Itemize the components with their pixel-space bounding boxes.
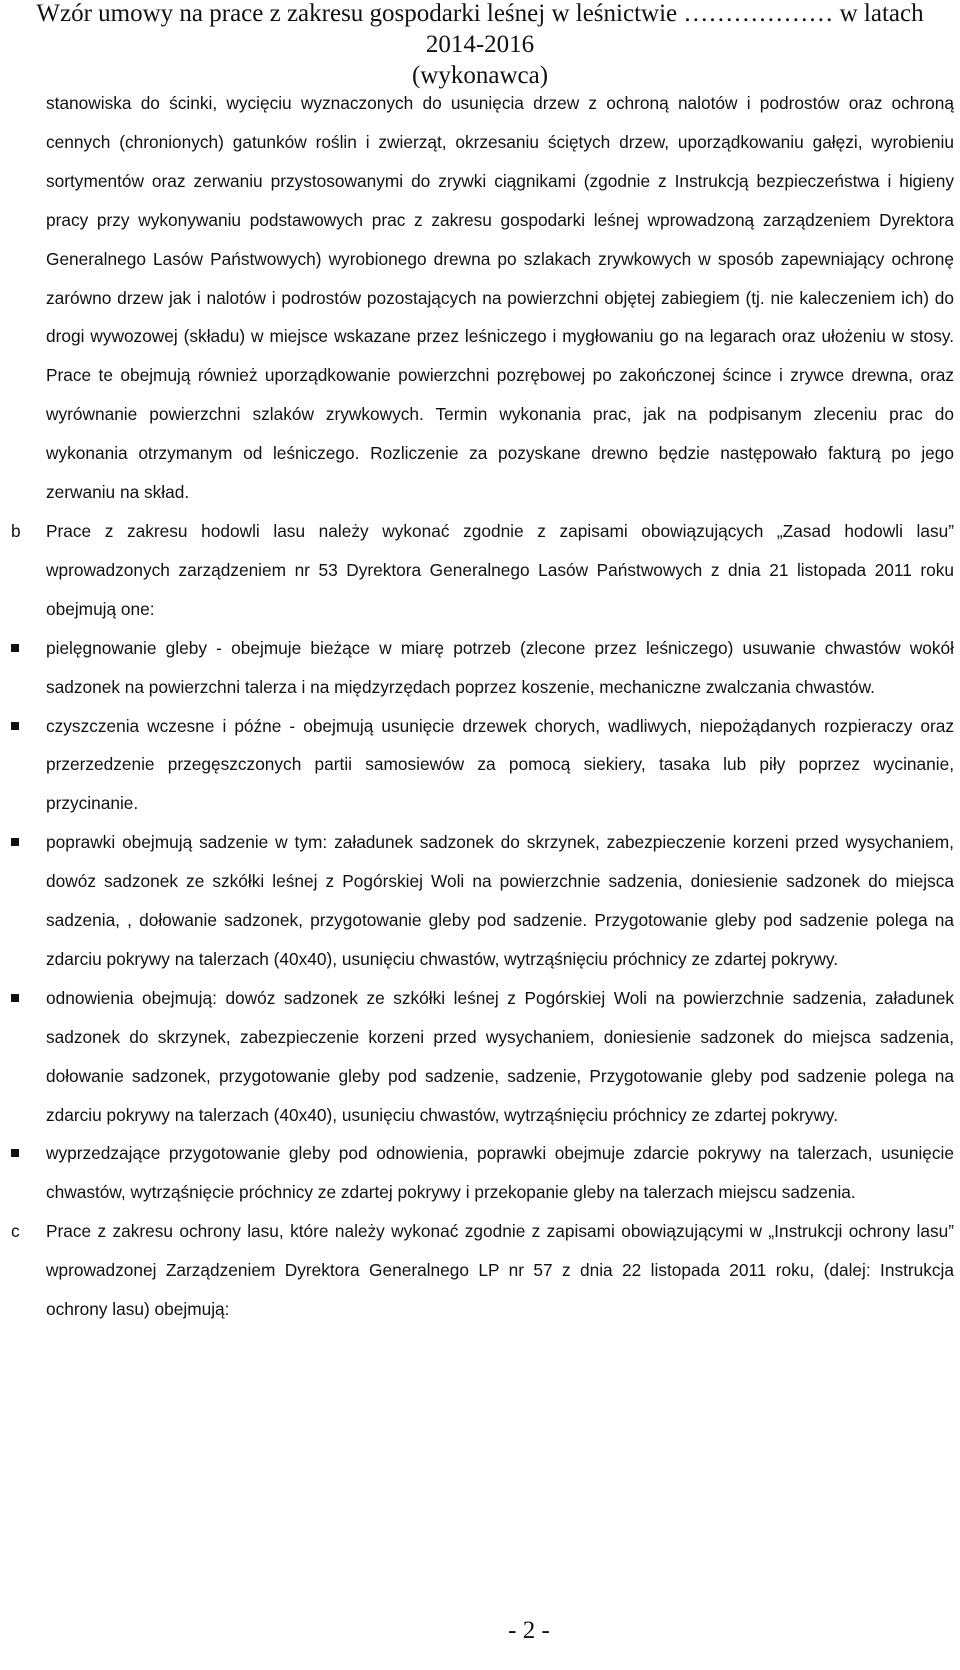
section-c-text: Prace z zakresu ochrony lasu, które należy wykonać zgodnie z zapisami obowiązującymi w „Instrukcji ochrony lasu” wprowadzonej Zarządzeniem Dyrektora Generalnego LP nr 57 z dnia 22 listopada 2011 roku, (dalej: Instrukcja ochrony lasu) obejmują: <box>46 1221 954 1320</box>
section-b <box>11 512 954 629</box>
document-header <box>0 0 960 91</box>
bullet-item <box>46 1134 954 1212</box>
square-bullet-icon <box>11 644 19 652</box>
bullet-text: pielęgnowanie gleby - obejmuje bieżące w miarę potrzeb (zlecone przez leśniczego) usuwanie chwastów wokół sadzonek na powierzchni talerza i na międzyrzędach poprzez koszenie, mechaniczne zwalczania chwastów. <box>46 637 954 697</box>
document-body <box>11 84 954 1329</box>
section-c <box>11 1212 954 1329</box>
bullet-item <box>46 629 954 707</box>
square-bullet-icon <box>11 722 19 730</box>
square-bullet-icon <box>11 994 19 1002</box>
section-b-marker: b <box>11 520 21 541</box>
bullet-text: odnowienia obejmują: dowóz sadzonek ze szkółki leśnej z Pogórskiej Woli na powierzchnie sadzenia, załadunek sadzonek do skrzynek, zabezpieczenie korzeni przed wysychaniem, doniesienie sadzonek do miejsca sadzenia, dołowanie sadzonek, przygotowanie gleby pod sadzenie, sadzenie, Przygotowanie gleby pod sadzenie polega na zdarciu pokrywy na talerzach (40x40), usunięciu chwastów, wytrząśnięciu próchnicy ze zdartej pokrywy. <box>46 987 954 1125</box>
bullet-item <box>46 823 954 979</box>
bullet-text: wyprzedzające przygotowanie gleby pod odnowienia, poprawki obejmuje zdarcie pokrywy na talerzach, usunięcie chwastów, wytrząśnięcie próchnicy ze zdartej pokrywy i przekopanie gleby na talerzach miejscu sadzenia. <box>46 1143 954 1203</box>
square-bullet-icon <box>11 1149 19 1157</box>
page-number: - 2 - <box>508 1617 550 1644</box>
bullet-text: czyszczenia wczesne i późne - obejmują usunięcie drzewek chorych, wadliwych, niepożądanych rozpieraczy oraz przerzedzenie przegęszczonych partii samosiewów za pomocą siekiery, tasaka lub piły poprzez wycinanie, przycinanie. <box>46 715 954 814</box>
section-c-marker: c <box>11 1221 20 1242</box>
header-title: Wzór umowy na prace z zakresu gospodarki leśnej w leśnictwie ……………… w latach <box>36 0 924 27</box>
intro-paragraph: stanowiska do ścinki, wycięciu wyznaczonych do usunięcia drzew z ochroną nalotów i podrostów oraz ochroną cennych (chronionych) gatunków roślin i zwierząt, okrzesaniu ściętych drzew, uporządkowaniu gałęzi, wyrobieniu sortymentów oraz zerwaniu przystosowanymi do zrywki ciągnikami (zgodnie z Instrukcją bezpieczeństwa i higieny pracy przy wykonywaniu podstawowych prac z zakresu gospodarki leśnej wprowadzoną zarządzeniem Dyrektora Generalnego Lasów Państwowych) wyrobionego drewna po szlakach zrywkowych w sposób zapewniający ochronę zarówno drzew jak i nalotów i podrostów pozostających na powierzchni objętej zabiegiem (tj. nie kaleczeniem ich) do drogi wywozowej (składu) w miejsce wskazane przez leśniczego i mygłowaniu go na legarach oraz ułożeniu w stosy. Prace te obejmują również uporządkowanie powierzchni pozrębowej po zakończonej ścince i zrywce drewna, oraz wyrównanie powierzchni szlaków zrywkowych. Termin wykonania prac, jak na podpisanym zleceniu prac do wykonania otrzymanym od leśniczego. Rozliczenie za pozyskane drewno będzie następowało fakturą po jego zerwaniu na skład. <box>46 93 954 503</box>
bullet-text: poprawki obejmują sadzenie w tym: załadunek sadzonek do skrzynek, zabezpieczenie korzeni przed wysychaniem, dowóz sadzonek ze szkółki leśnej z Pogórskiej Woli na powierzchnie sadzenia, doniesienie sadzonek do miejsca sadzenia, , dołowanie sadzonek, przygotowanie gleby pod sadzenie. Przygotowanie gleby pod sadzenie polega na zdarciu pokrywy na talerzach (40x40), usunięciu chwastów, wytrząśnięciu próchnicy ze zdartej pokrywy. <box>46 832 954 969</box>
section-b-text: Prace z zakresu hodowli lasu należy wykonać zgodnie z zapisami obowiązujących „Zasad hodowli lasu” wprowadzonych zarządzeniem nr 53 Dyrektora Generalnego Lasów Państwowych z dnia 21 listopada 2011 roku obejmują one: <box>46 520 954 619</box>
header-years: 2014-2016 <box>425 31 535 58</box>
header-contractor: (wykonawca) <box>411 62 549 89</box>
bullet-item <box>46 707 954 824</box>
bullet-item <box>46 979 954 1135</box>
square-bullet-icon <box>11 838 19 846</box>
